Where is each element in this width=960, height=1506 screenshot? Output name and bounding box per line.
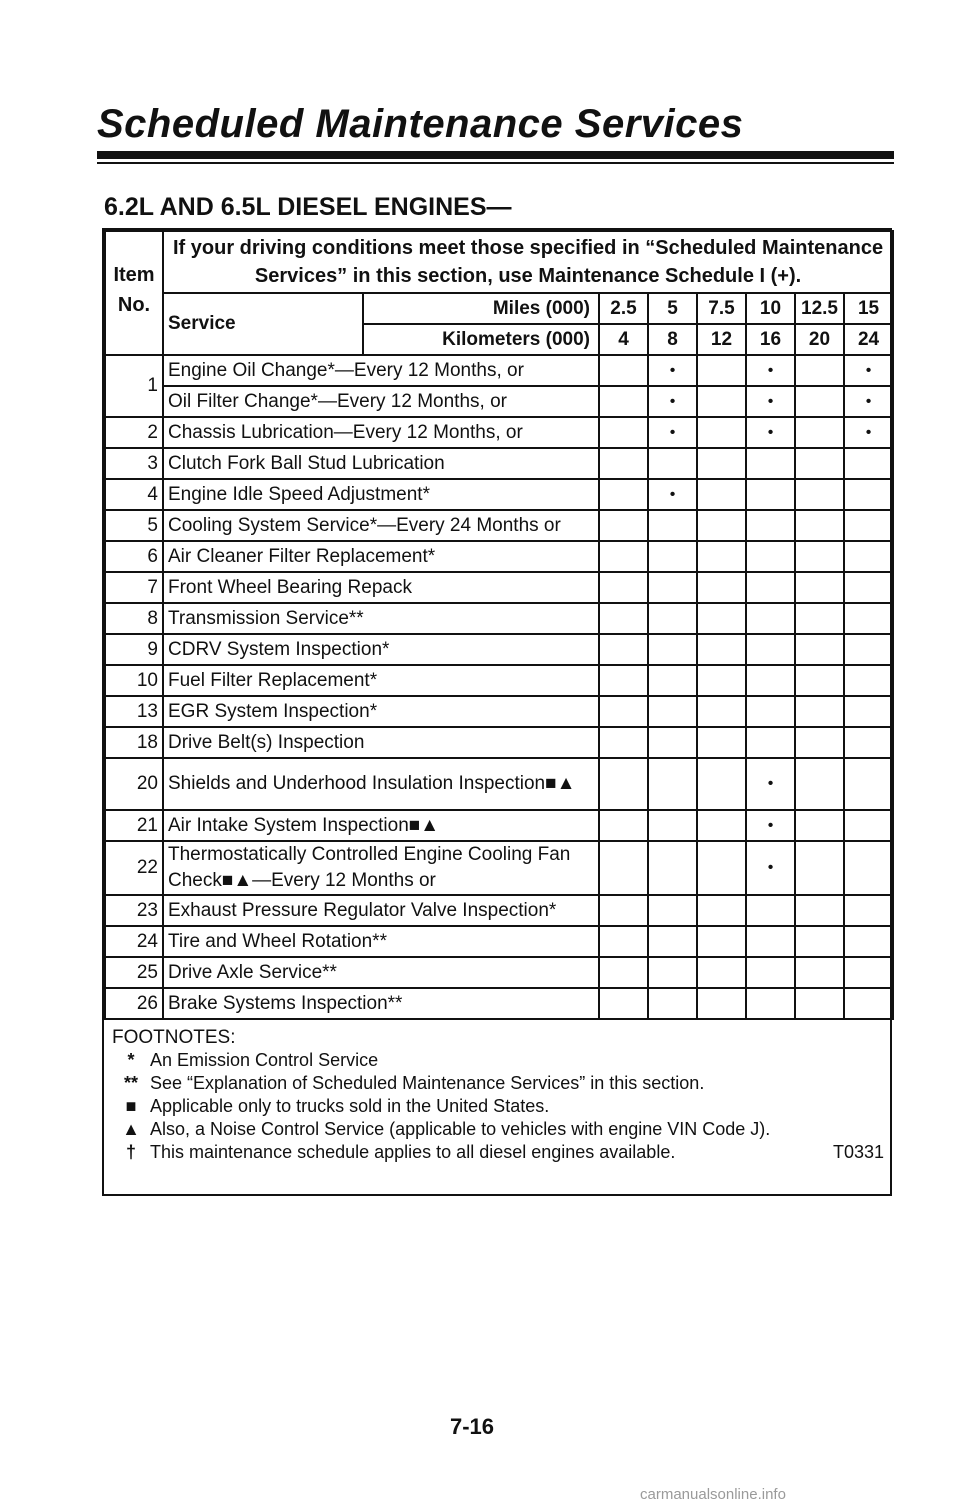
item-number: 1 (105, 355, 163, 417)
interval-cell (648, 417, 697, 448)
service-due-mark: • (669, 361, 676, 379)
interval-cell (844, 541, 893, 572)
interval-cell (795, 727, 844, 758)
kilometers-header: Kilometers (000) (363, 324, 599, 355)
page-number: 7-16 (450, 1414, 495, 1439)
interval-cell (697, 841, 746, 895)
footnote-text: See “Explanation of Scheduled Maintenance Services” in this section. (150, 1073, 705, 1093)
footnotes-title: FOOTNOTES: (112, 1027, 236, 1048)
interval-cell (697, 417, 746, 448)
service-name: Air Intake System Inspection■▲ (163, 810, 599, 841)
interval-cell (844, 841, 893, 895)
table-row (105, 386, 893, 417)
interval-cell (844, 665, 893, 696)
interval-cell (795, 541, 844, 572)
interval-cell (599, 665, 648, 696)
table-row (105, 696, 893, 727)
item-number: 9 (105, 634, 163, 665)
footnote-text: Applicable only to trucks sold in the United States. (150, 1096, 550, 1116)
interval-cell (746, 727, 795, 758)
item-number: 25 (105, 957, 163, 988)
service-name: Thermostatically Controlled Engine Cooling Fan Check■▲—Every 12 Months or (163, 841, 599, 895)
interval-cell (795, 895, 844, 926)
item-number: 26 (105, 988, 163, 1019)
kilometers-value: 16 (746, 324, 795, 355)
miles-header-row (105, 293, 893, 324)
service-name: Shields and Underhood Insulation Inspection■▲ (163, 758, 599, 810)
interval-cell (599, 957, 648, 988)
section-heading: 6.2L AND 6.5L DIESEL ENGINES— (104, 193, 512, 221)
table-row (105, 603, 893, 634)
item-number: 10 (105, 665, 163, 696)
interval-cell (599, 603, 648, 634)
interval-cell (697, 355, 746, 386)
footnotes (112, 1026, 884, 1164)
service-name: Front Wheel Bearing Repack (163, 572, 599, 603)
interval-cell (746, 479, 795, 510)
footnote-item (112, 1072, 884, 1095)
interval-cell (697, 479, 746, 510)
watermark: carmanualsonline.info (640, 1486, 786, 1503)
footnote-symbol: * (127, 1050, 135, 1070)
interval-cell (844, 696, 893, 727)
service-name: Chassis Lubrication—Every 12 Months, or (163, 417, 599, 448)
interval-cell (648, 634, 697, 665)
interval-cell (746, 417, 795, 448)
footnote-symbol: ■ (125, 1096, 137, 1116)
schedule-note: If your driving conditions meet those specified in “Scheduled Maintenance Services” in this section, use Maintenance Schedule I (+). (163, 231, 893, 293)
interval-cell (648, 957, 697, 988)
service-name: Fuel Filter Replacement* (163, 665, 599, 696)
interval-cell (795, 810, 844, 841)
interval-cell (599, 895, 648, 926)
interval-cell (746, 988, 795, 1019)
interval-cell (795, 448, 844, 479)
interval-cell (795, 572, 844, 603)
item-number: 7 (105, 572, 163, 603)
service-due-mark: • (865, 423, 872, 441)
interval-cell (746, 510, 795, 541)
service-due-mark: • (767, 392, 774, 410)
miles-value: 12.5 (795, 293, 844, 324)
footnote-item (112, 1118, 884, 1141)
interval-cell (746, 810, 795, 841)
footnote-symbol: ** (123, 1073, 138, 1093)
service-header: Service (163, 293, 363, 355)
interval-cell (599, 572, 648, 603)
table-row (105, 510, 893, 541)
service-due-mark: • (767, 816, 774, 834)
service-name: Cooling System Service*—Every 24 Months or (163, 510, 599, 541)
service-due-mark: • (669, 423, 676, 441)
footnote-text: An Emission Control Service (150, 1050, 379, 1070)
item-number: 18 (105, 727, 163, 758)
miles-value: 5 (648, 293, 697, 324)
interval-cell (697, 758, 746, 810)
interval-cell (844, 448, 893, 479)
interval-cell (697, 665, 746, 696)
interval-cell (697, 895, 746, 926)
interval-cell (746, 895, 795, 926)
item-number: 6 (105, 541, 163, 572)
interval-cell (648, 386, 697, 417)
interval-cell (648, 541, 697, 572)
service-due-mark: • (767, 859, 774, 876)
item-number-header-text: Item No. (113, 264, 155, 316)
interval-cell (746, 603, 795, 634)
footnote-item (112, 1141, 884, 1164)
footnote-item (112, 1049, 884, 1072)
miles-value: 10 (746, 293, 795, 324)
schedule-body (105, 231, 893, 1019)
interval-cell (697, 957, 746, 988)
service-name: Exhaust Pressure Regulator Valve Inspection* (163, 895, 599, 926)
interval-cell (599, 510, 648, 541)
service-name: Engine Oil Change*—Every 12 Months, or (163, 355, 599, 386)
table-row (105, 572, 893, 603)
interval-cell (648, 758, 697, 810)
service-due-mark: • (865, 392, 872, 410)
table-row (105, 841, 893, 895)
interval-cell (795, 957, 844, 988)
interval-cell (599, 696, 648, 727)
item-number: 22 (105, 841, 163, 895)
schedule-note-row (105, 231, 893, 293)
item-number: 21 (105, 810, 163, 841)
item-number: 4 (105, 479, 163, 510)
item-number: 23 (105, 895, 163, 926)
service-due-mark: • (669, 485, 676, 503)
interval-cell (599, 417, 648, 448)
interval-cell (746, 572, 795, 603)
title-rule (97, 151, 894, 159)
interval-cell (795, 479, 844, 510)
interval-cell (648, 355, 697, 386)
interval-cell (648, 841, 697, 895)
interval-cell (697, 541, 746, 572)
item-number: 3 (105, 448, 163, 479)
interval-cell (648, 572, 697, 603)
footnote-text: Also, a Noise Control Service (applicable to vehicles with engine VIN Code J). (150, 1119, 771, 1139)
title-rule-thin (97, 162, 894, 164)
interval-cell (746, 926, 795, 957)
interval-cell (599, 386, 648, 417)
table-row (105, 479, 893, 510)
kilometers-value: 12 (697, 324, 746, 355)
interval-cell (648, 603, 697, 634)
interval-cell (697, 810, 746, 841)
service-name: Engine Idle Speed Adjustment* (163, 479, 599, 510)
interval-cell (844, 957, 893, 988)
item-number-header (105, 231, 163, 355)
interval-cell (844, 988, 893, 1019)
interval-cell (697, 603, 746, 634)
interval-cell (746, 841, 795, 895)
interval-cell (844, 603, 893, 634)
page-title: Scheduled Maintenance Services (97, 102, 744, 146)
item-number: 8 (105, 603, 163, 634)
interval-cell (844, 572, 893, 603)
table-row (105, 634, 893, 665)
miles-value: 7.5 (697, 293, 746, 324)
kilometers-value: 24 (844, 324, 893, 355)
interval-cell (599, 926, 648, 957)
table-row (105, 541, 893, 572)
interval-cell (697, 926, 746, 957)
interval-cell (648, 696, 697, 727)
kilometers-value: 4 (599, 324, 648, 355)
interval-cell (599, 727, 648, 758)
interval-cell (844, 386, 893, 417)
interval-cell (844, 510, 893, 541)
interval-cell (795, 988, 844, 1019)
interval-cell (795, 386, 844, 417)
interval-cell (697, 696, 746, 727)
interval-cell (795, 758, 844, 810)
interval-cell (599, 841, 648, 895)
item-number: 2 (105, 417, 163, 448)
interval-cell (697, 572, 746, 603)
service-name: Drive Belt(s) Inspection (163, 727, 599, 758)
footnote-text: This maintenance schedule applies to all diesel engines available. (150, 1142, 676, 1162)
interval-cell (844, 810, 893, 841)
item-number: 13 (105, 696, 163, 727)
interval-cell (697, 727, 746, 758)
interval-cell (648, 810, 697, 841)
interval-cell (599, 479, 648, 510)
interval-cell (795, 841, 844, 895)
interval-cell (795, 603, 844, 634)
service-name: Clutch Fork Ball Stud Lubrication (163, 448, 599, 479)
service-name: Brake Systems Inspection** (163, 988, 599, 1019)
kilometers-value: 20 (795, 324, 844, 355)
interval-cell (795, 634, 844, 665)
service-due-mark: • (767, 361, 774, 379)
interval-cell (844, 634, 893, 665)
interval-cell (697, 448, 746, 479)
interval-cell (648, 665, 697, 696)
interval-cell (746, 386, 795, 417)
footnote-symbol: † (125, 1142, 136, 1162)
interval-cell (648, 988, 697, 1019)
item-number: 24 (105, 926, 163, 957)
interval-cell (599, 988, 648, 1019)
service-due-mark: • (865, 361, 872, 379)
miles-value: 15 (844, 293, 893, 324)
miles-value: 2.5 (599, 293, 648, 324)
service-due-mark: • (767, 423, 774, 441)
interval-cell (844, 417, 893, 448)
table-row (105, 355, 893, 386)
interval-cell (795, 696, 844, 727)
figure-code: T0331 (832, 1142, 884, 1162)
interval-cell (648, 895, 697, 926)
schedule-frame (102, 228, 892, 1196)
interval-cell (648, 926, 697, 957)
interval-cell (795, 417, 844, 448)
interval-cell (697, 386, 746, 417)
kilometers-value: 8 (648, 324, 697, 355)
interval-cell (746, 355, 795, 386)
interval-cell (795, 665, 844, 696)
table-row (105, 895, 893, 926)
interval-cell (844, 479, 893, 510)
table-row (105, 665, 893, 696)
interval-cell (746, 957, 795, 988)
interval-cell (844, 926, 893, 957)
interval-cell (697, 988, 746, 1019)
item-number: 20 (105, 758, 163, 810)
table-row (105, 810, 893, 841)
service-name: Tire and Wheel Rotation** (163, 926, 599, 957)
interval-cell (599, 810, 648, 841)
table-row (105, 926, 893, 957)
interval-cell (844, 758, 893, 810)
interval-cell (697, 634, 746, 665)
interval-cell (795, 355, 844, 386)
interval-cell (697, 510, 746, 541)
interval-cell (648, 727, 697, 758)
interval-cell (746, 665, 795, 696)
service-due-mark: • (767, 775, 774, 792)
service-name: CDRV System Inspection* (163, 634, 599, 665)
miles-header: Miles (000) (363, 293, 599, 324)
interval-cell (844, 895, 893, 926)
service-due-mark: • (669, 392, 676, 410)
interval-cell (648, 448, 697, 479)
table-row (105, 727, 893, 758)
service-name: Transmission Service** (163, 603, 599, 634)
table-row (105, 448, 893, 479)
interval-cell (746, 541, 795, 572)
table-row (105, 957, 893, 988)
interval-cell (795, 510, 844, 541)
item-number: 5 (105, 510, 163, 541)
maintenance-schedule-table (104, 230, 894, 1020)
table-row (105, 417, 893, 448)
interval-cell (599, 448, 648, 479)
interval-cell (599, 758, 648, 810)
service-name: Drive Axle Service** (163, 957, 599, 988)
footnote-item (112, 1095, 884, 1118)
interval-cell (795, 926, 844, 957)
interval-cell (746, 448, 795, 479)
table-row (105, 988, 893, 1019)
interval-cell (844, 355, 893, 386)
interval-cell (599, 541, 648, 572)
interval-cell (844, 727, 893, 758)
interval-cell (599, 634, 648, 665)
interval-cell (746, 696, 795, 727)
service-name: Oil Filter Change*—Every 12 Months, or (163, 386, 599, 417)
service-name: EGR System Inspection* (163, 696, 599, 727)
interval-cell (746, 634, 795, 665)
interval-cell (599, 355, 648, 386)
service-name: Air Cleaner Filter Replacement* (163, 541, 599, 572)
interval-cell (648, 510, 697, 541)
footnote-symbol: ▲ (122, 1119, 140, 1139)
interval-cell (746, 758, 795, 810)
interval-cell (648, 479, 697, 510)
table-row (105, 758, 893, 810)
